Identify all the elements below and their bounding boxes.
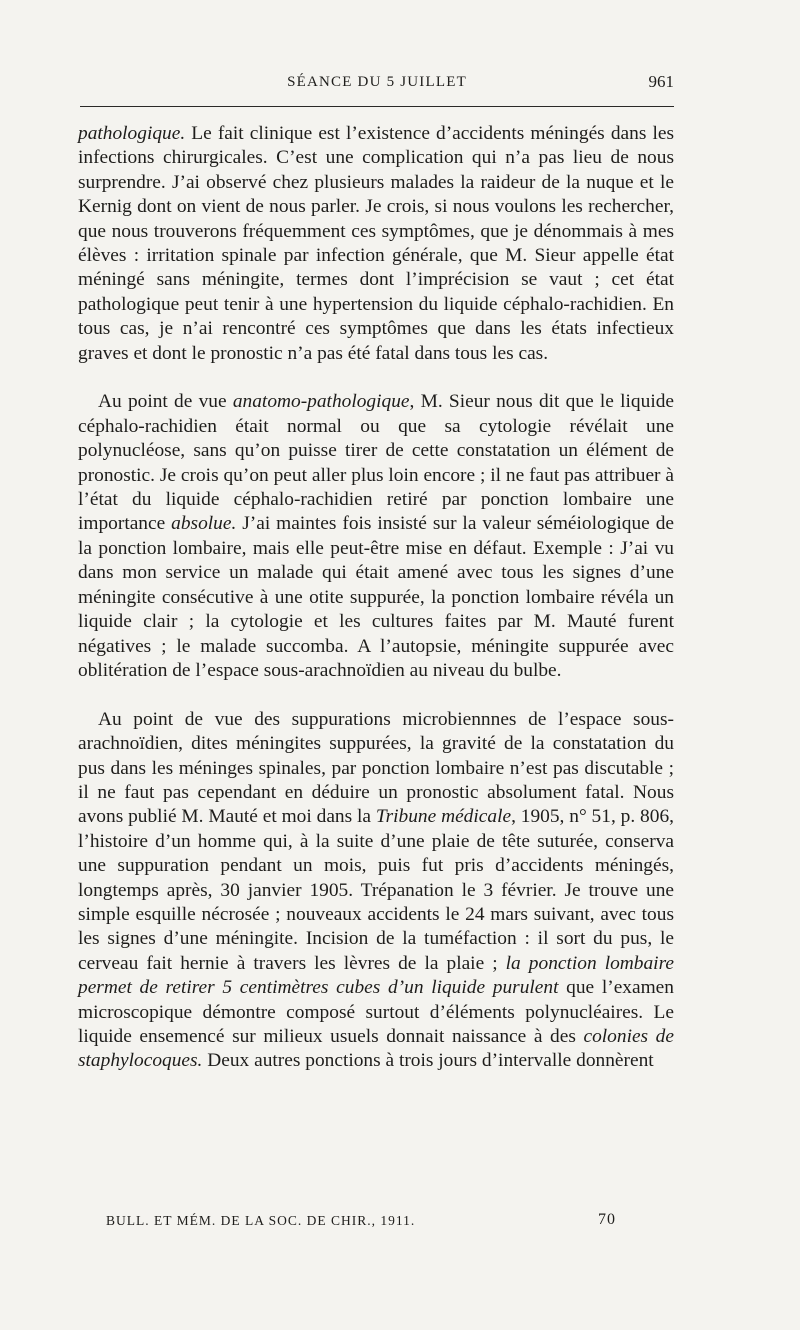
signature-mark: 70 <box>598 1211 616 1228</box>
text-run: Au point de vue des suppurations microbiennnes de l’espace sous-arachnoïdien, dites méningites suppurées, la gravité de la constatation du pus dans les méninges spinales, par ponction lombaire n’est pas discutable ; il ne faut pas cependant en déduire un pronostic absolument fatal. Nous avons publié M. Mauté et moi dans la <box>78 708 674 828</box>
italic-text-run: Tribune médicale <box>375 806 512 828</box>
text-run: , 1905, n° 51, p. 806, l’histoire d’un homme qui, à la suite d’une plaie de tête suturée, conserva une suppuration pendant un mois, puis fut pris d’accidents méningés, longtemps après, 30 janvier 1905. Trépanation le 3 février. Je trouve une simple esquille nécrosée ; nouveaux accidents le 24 mars suivant, avec tous les signes d’une méningite. Incision de la tuméfaction : il sort du pus, le cerveau fait hernie à travers les lèvres de la plaie ; <box>78 806 674 974</box>
page-number: 961 <box>648 72 674 91</box>
footer-citation: BULL. ET MÉM. DE LA SOC. DE CHIR., 1911. <box>106 1213 416 1228</box>
body-text <box>78 122 674 1074</box>
text-run: Le fait clinique est l’existence d’accidents méningés dans les infections chirurgicales. C’est une complication qui n’a pas lieu de nous surprendre. J’ai observé chez plusieurs malades la raideur de la nuque et le Kernig dont on vient de nous parler. Je crois, si nous voulons les rechercher, que nous trouverons fréquemment ces symptômes, que je dénommais à mes élèves : irritation spinale par infection générale, que M. Sieur appelle état méningé sans méningite, termes dont l’imprécision se vaut ; cet état pathologique peut tenir à une hypertension du liquide céphalo-rachidien. En tous cas, je n’ai rencontré ces symptômes que dans les états infectieux graves et dont le pronostic n’a pas été fatal dans tous les cas. <box>78 123 674 364</box>
text-run: J’ai maintes fois insisté sur la valeur séméiologique de la ponction lombaire, mais elle peut-être mise en défaut. Exemple : J’ai vu dans mon service un malade qui était amené avec tous les signes d’une méningite consécutive à une otite suppurée, la ponction lombaire révéla un liquide clair ; la cytologie et les cultures faites par M. Mauté furent négatives ; le malade succomba. A l’autopsie, méningite suppurée avec oblitération de l’espace sous-arachnoïdien au niveau du bulbe. <box>78 513 674 681</box>
text-run: Deux autres ponctions à trois jours d’intervalle donnèrent <box>202 1050 654 1072</box>
text-run: Au point de vue <box>98 391 233 413</box>
paragraph-gap <box>78 683 674 707</box>
text-run: que l’examen microscopique démontre composé surtout d’éléments polynucléaires. Le liquide ensemencé sur milieux usuels donnait naissance à des <box>78 977 674 1047</box>
italic-text-run: colonies de staphylocoques. <box>78 1026 674 1072</box>
italic-text-run: la ponction lombaire permet de retirer 5 centimètres cubes d’un liquide purulent <box>78 952 675 999</box>
header-rule <box>80 106 674 107</box>
italic-text-run: anatomo-pathologique <box>232 391 410 413</box>
paragraph-1 <box>78 122 674 366</box>
paragraph-gap <box>78 366 674 390</box>
running-header <box>80 74 674 96</box>
paragraph-2 <box>78 390 674 683</box>
paragraph-3 <box>78 708 674 1074</box>
header-title: SÉANCE DU 5 JUILLET <box>287 74 467 90</box>
italic-text-run: absolue. <box>171 513 237 535</box>
italic-text-run: pathologique. <box>78 123 186 144</box>
text-run: , M. Sieur nous dit que le liquide céphalo-rachidien était normal ou que sa cytologie révélait une polynucléose, sans qu’on puisse tirer de cette constatation un élément de pronostic. Je crois qu’on peut aller plus loin encore ; il ne faut pas attribuer à l’état du liquide céphalo-rachidien retiré par ponction lombaire une importance <box>78 391 675 535</box>
